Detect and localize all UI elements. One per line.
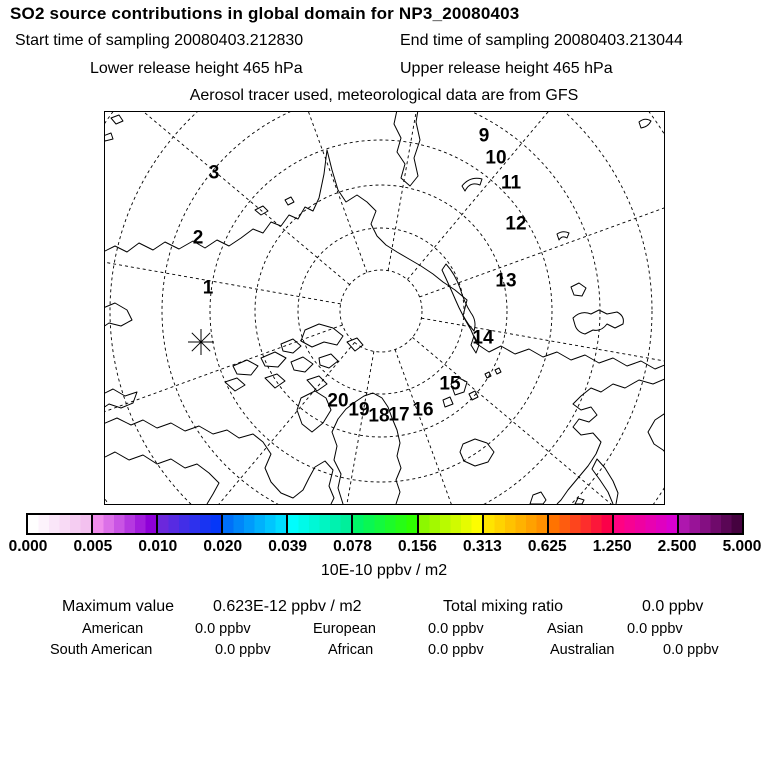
start-time-text: Start time of sampling 20080403.212830 — [15, 32, 304, 49]
colorbar-tick: 0.078 — [333, 538, 372, 555]
colorbar-segment — [417, 515, 482, 533]
meridian-line — [395, 350, 528, 504]
region-number-label: 2 — [192, 227, 204, 249]
colorbar-segment — [286, 515, 351, 533]
polar-map — [105, 112, 664, 504]
upper-release-text: Upper release height 465 hPa — [400, 60, 613, 77]
region-number-label: 9 — [478, 125, 490, 147]
region-value: 0.0 ppbv — [627, 621, 683, 637]
region-name: Asian — [547, 621, 584, 637]
region-number-label: 19 — [348, 399, 370, 421]
colorbar-segment — [28, 515, 91, 533]
region-name: African — [328, 642, 374, 658]
colorbar-segment — [677, 515, 742, 533]
colorbar-tick: 2.500 — [657, 538, 697, 555]
region-number-label: 11 — [500, 172, 522, 194]
lower-release-text: Lower release height 465 hPa — [90, 60, 303, 77]
colorbar-tick: 0.313 — [462, 538, 502, 555]
region-name: South American — [50, 642, 153, 658]
latitude-circle — [162, 112, 600, 504]
region-number-label: 20 — [327, 390, 349, 412]
colorbar — [26, 513, 744, 535]
coastlines — [105, 112, 664, 504]
colorbar-segment — [547, 515, 612, 533]
meridian-line — [234, 112, 367, 272]
max-value-label: Maximum value — [62, 598, 175, 615]
meridian-line — [412, 337, 664, 504]
colorbar-tick: 0.010 — [138, 538, 178, 555]
region-number-label: 3 — [208, 162, 220, 184]
colorbar-segment — [91, 515, 156, 533]
region-number-label: 14 — [472, 327, 494, 349]
tracer-text: Aerosol tracer used, meteorological data are from GFS — [189, 87, 579, 104]
max-value: 0.623E-12 ppbv / m2 — [213, 598, 362, 615]
latitude-circle — [105, 112, 664, 504]
colorbar-tick: 0.156 — [398, 538, 437, 555]
end-time-text: End time of sampling 20080403.213044 — [400, 32, 683, 49]
region-number-label: 12 — [505, 213, 527, 235]
colorbar-segment — [156, 515, 221, 533]
meridian-line — [306, 351, 374, 504]
colorbar-segment — [482, 515, 547, 533]
region-number-label: 10 — [485, 147, 507, 169]
colorbar-segment — [612, 515, 677, 533]
meridian-line — [105, 342, 355, 504]
colorbar-tick-labels — [0, 538, 768, 556]
meridian-line — [407, 112, 657, 280]
graticule-lines — [105, 112, 664, 504]
region-name: Australian — [550, 642, 615, 658]
meridian-line — [105, 112, 350, 285]
figure-title: SO2 source contributions in global domain for NP3_20080403 — [10, 4, 520, 23]
region-value: 0.0 ppbv — [195, 621, 251, 637]
map-panel — [104, 111, 665, 505]
colorbar-segment — [351, 515, 416, 533]
release-location-asterisk — [188, 329, 214, 355]
meridian-line — [388, 112, 456, 271]
region-value: 0.0 ppbv — [428, 642, 484, 658]
total-mixing-ratio-label: Total mixing ratio — [443, 598, 564, 615]
colorbar-tick: 0.039 — [268, 538, 308, 555]
region-number-label: 18 — [368, 405, 390, 427]
colorbar-tick: 0.625 — [527, 538, 567, 555]
region-value: 0.0 ppbv — [663, 642, 719, 658]
region-value: 0.0 ppbv — [428, 621, 484, 637]
colorbar-unit-label: 10E-10 ppbv / m2 — [320, 562, 448, 579]
meridian-line — [420, 164, 664, 297]
region-name: American — [82, 621, 144, 637]
colorbar-tick: 0.005 — [73, 538, 113, 555]
region-number-label: 17 — [388, 404, 410, 426]
colorbar-tick: 0.020 — [203, 538, 243, 555]
colorbar-tick: 5.000 — [722, 538, 762, 555]
latitude-circle — [110, 112, 652, 504]
colorbar-tick: 1.250 — [592, 538, 632, 555]
meridian-line — [105, 325, 342, 458]
latitude-circle — [298, 228, 464, 394]
region-number-label: 13 — [495, 270, 517, 292]
colorbar-segment — [221, 515, 286, 533]
region-name: European — [313, 621, 376, 637]
region-number-label: 16 — [412, 399, 434, 421]
region-value: 0.0 ppbv — [215, 642, 271, 658]
colorbar-tick: 0.000 — [8, 538, 48, 555]
region-number-label: 15 — [439, 373, 461, 395]
total-mixing-ratio-value: 0.0 ppbv — [642, 598, 704, 615]
region-number-label: 1 — [202, 277, 214, 299]
meridian-line — [105, 236, 341, 304]
